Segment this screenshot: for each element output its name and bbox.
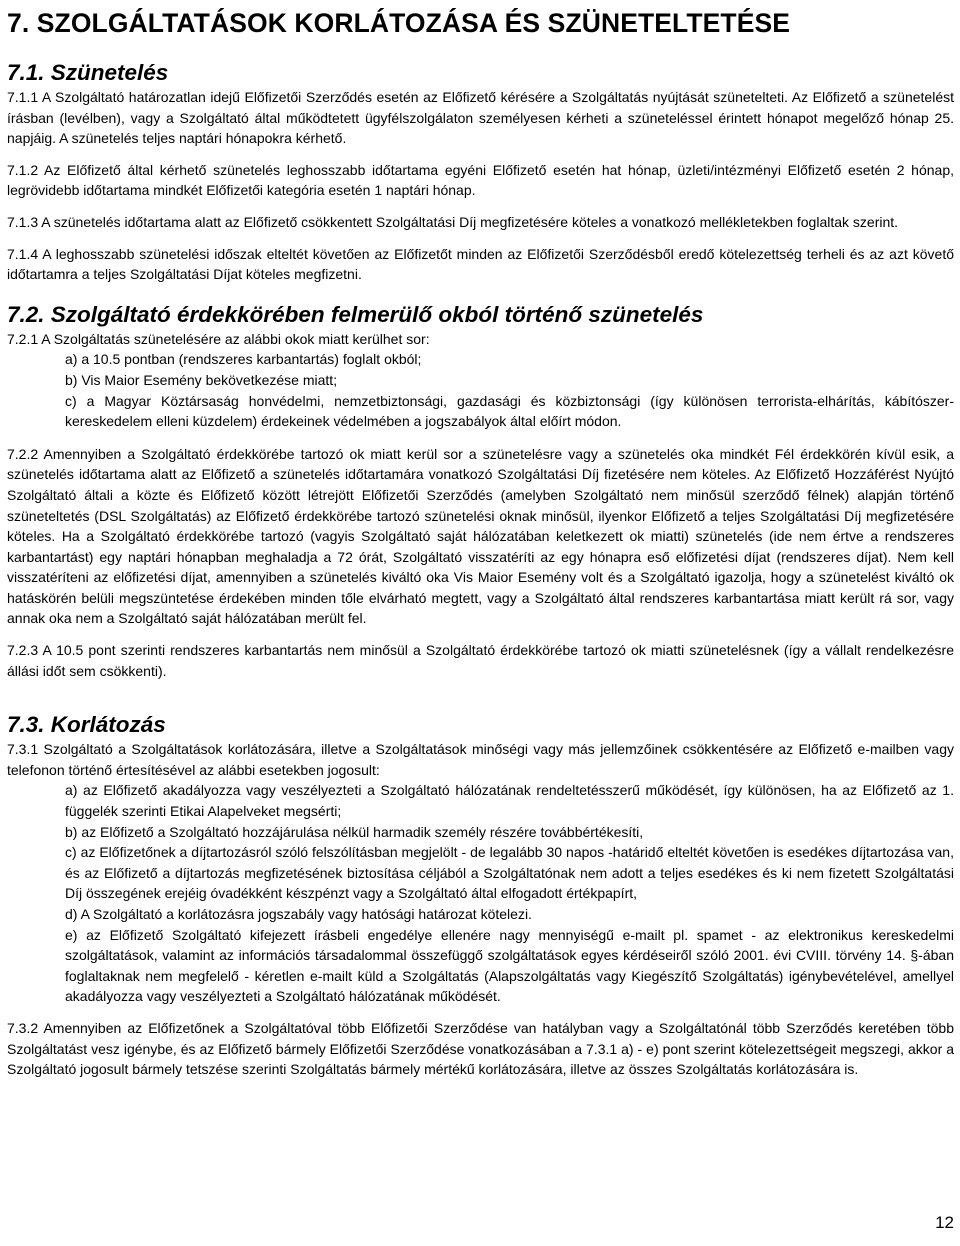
list-item-7-2-1-b: b) Vis Maior Esemény bekövetkezése miatt; (65, 371, 338, 388)
list-item-7-2-1-a: a) a 10.5 pontban (rendszeres karbantartás) foglalt okból; (65, 351, 422, 368)
paragraph-7-2-2: 7.2.2 Amennyiben a Szolgáltató érdekkörébe tartozó ok miatt kerül sor a szünetelésre vagy a szünetelés oka mindkét Fél érdekkörén kívül esik, a szünetelés időtartama alatt az Előfizető a szünetelés időtartamára vonatkozó Szolgáltatási Díj fizetésére nem köteles. Az Előfizető Hozzáférést Nyújtó Szolgáltató általi a közte és Előfizető között létrejött Előfizetői Szerződés (amelyben Szolgáltató nem minősül szerződő félnek) alapján történő szüneteltetés (DSL Szolgáltatás) az Előfizető érdekkörébe tartozó szünetelési oknak minősül, ilyenkor Előfizető a teljes Szolgáltatási Díj megfizetésére köteles. Ha a Szolgáltató érdekkörébe tartozó (vagyis Szolgáltató saját hálózatában keletkezett ok miatti) szünetelés (ide nem értve a rendszeres karbantartást) egy naptári hónapban meghaladja a 72 órát, Szolgáltató visszatéríti az egy hónapra eső előfizetési díjat (rendszeres díjat). Nem kell visszatéríteni az előfizetési díjat, amennyiben a szünetelés kiváltó oka Vis Maior Esemény volt és a Szolgáltató igazolja, hogy a szünetelést kiváltó ok hatáskörén belüli megszüntetése érdekében minden tőle elvárható megtett, vagy a Szolgáltató által rendszeres karbantartása miatt került rá sor, vagy annak oka nem a Szolgáltató saját hálózatában merült fel. (7, 445, 954, 627)
section-title-7-1: 7.1. Szünetelés (7, 60, 169, 85)
paragraph-7-3-1: 7.3.1 Szolgáltató a Szolgáltatások korlátozására, illetve a Szolgáltatások minőségi vagy más jellemzőinek csökkentésére az Előfizető e-mailben vagy telefonon történő értesítésével az alábbi esetekben jogosult: (7, 741, 954, 778)
paragraph-7-1-4: 7.1.4 A leghosszabb szünetelési időszak elteltét követően az Előfizetőt minden az Előfizetői Szerződésből eredő kötelezettség terheli és az azt követő időtartamra a teljes Szolgáltatási Díjat köteles megfizetni. (7, 245, 954, 283)
list-item-7-3-1-c: c) az Előfizetőnek a díjtartozásról szóló felszólításban megjelölt - de legalább 30 napos -határidő elteltét követően is esedékes díjtartozása van, és az Előfizető a díjtartozás megfizetésének biztosítása céljából a Szolgáltatónak nem adott a teljes esedékes és ki nem fizetett Szolgáltatási Díj összegének erejéig óvadékként készpénzt vagy a Szolgáltató által elfogadott értékpapírt, (65, 844, 954, 902)
list-item-7-2-1-c: c) a Magyar Köztársaság honvédelmi, nemzetbiztonsági, gazdasági és közbiztonsági (így különösen terrorista-elhárítás, kábítószer-kereskedelem elleni küzdelem) érdekeinek védelmében a jogszabályok által előírt módon. (65, 392, 954, 430)
paragraph-7-2-3: 7.2.3 A 10.5 pont szerinti rendszeres karbantartás nem minősül a Szolgáltató érdekkörébe tartozó ok miatti szünetelésnek (így a vállalt rendelkezésre állási időt sem csökkenti). (7, 642, 954, 679)
page-number: 12 (935, 1213, 954, 1232)
section-title-7-2: 7.2. Szolgáltató érdekkörében felmerülő okból történő szünetelés (7, 301, 704, 327)
list-item-7-3-1-a: a) az Előfizető akadályozza vagy veszélyezteti a Szolgáltató hálózatának rendeltetésszerű működését, így különösen, ha az Előfizető az 1. függelék szerinti Etikai Alapelveket megsérti; (65, 782, 954, 820)
section-title-7-3: 7.3. Korlátozás (7, 712, 166, 738)
paragraph-7-1-3: 7.1.3 A szünetelés időtartama alatt az Előfizető csökkentett Szolgáltatási Díj megfizetésére köteles a vonatkozó mellékletekben foglaltak szerint. (7, 213, 899, 230)
chapter-heading: 7. SZOLGÁLTATÁSOK KORLÁTOZÁSA ÉS SZÜNETELTETÉSE (7, 8, 791, 38)
paragraph-7-2-1: 7.2.1 A Szolgáltatás szünetelésére az alábbi okok miatt kerülhet sor: (7, 330, 430, 347)
paragraph-7-1-1: 7.1.1 A Szolgáltató határozatlan idejű Előfizetői Szerződés esetén az Előfizető kérésére a Szolgáltatás nyújtását szünetelteti. Az Előfizető a szünetelést írásban (levélben), vagy a Szolgáltató által működtetett ügyfélszolgálaton személyesen kérheti a szüneteléssel érintett hónapot megelőző hónap 25. napjáig. A szünetelés teljes naptári hónapokra kérhető. (7, 89, 954, 147)
paragraph-7-1-2: 7.1.2 Az Előfizető által kérhető szünetelés leghosszabb időtartama egyéni Előfizető esetén hat hónap, üzleti/intézményi Előfizető esetén 2 hónap, legrövidebb időtartama mindkét Előfizetői kategória esetén 1 naptári hónap. (7, 161, 954, 199)
paragraph-7-3-2: 7.3.2 Amennyiben az Előfizetőnek a Szolgáltatóval több Előfizetői Szerződése van hatályban vagy a Szolgáltatónál több Szerződés keretében több Szolgáltatást vesz igénybe, és az Előfizető bármely Előfizetői Szerződése vonatkozásában a 7.3.1 a) - e) pont szerint kötelezettségeit megszegi, akkor a Szolgáltató jogosult bármely tetszése szerinti Szolgáltatás bármely mértékű korlátozására, illetve az összes Szolgáltatás korlátozására is. (7, 1019, 954, 1078)
list-item-7-3-1-b: b) az Előfizető a Szolgáltató hozzájárulása nélkül harmadik személy részére továbbértékesíti, (65, 823, 644, 840)
list-item-7-3-1-e: e) az Előfizető Szolgáltató kifejezett írásbeli engedélye ellenére nagy mennyiségű e-mailt pl. spamet - az elektronikus kereskedelmi szolgáltatások, valamint az információs társadalommal összefüggő szolgáltatások egyes kérdéseiről szóló 2001. évi CVIII. törvény 14. §-ában foglaltaknak nem megfelelő - kéretlen e-mailt küld a Szolgáltatás (Alapszolgáltatás vagy Kiegészítő Szolgáltatás) igénybevételével, amellyel akadályozza vagy veszélyezteti a Szolgáltató hálózatának működését. (65, 926, 954, 1005)
list-item-7-3-1-d: d) A Szolgáltató a korlátozásra jogszabály vagy hatósági határozat kötelezi. (65, 906, 532, 922)
